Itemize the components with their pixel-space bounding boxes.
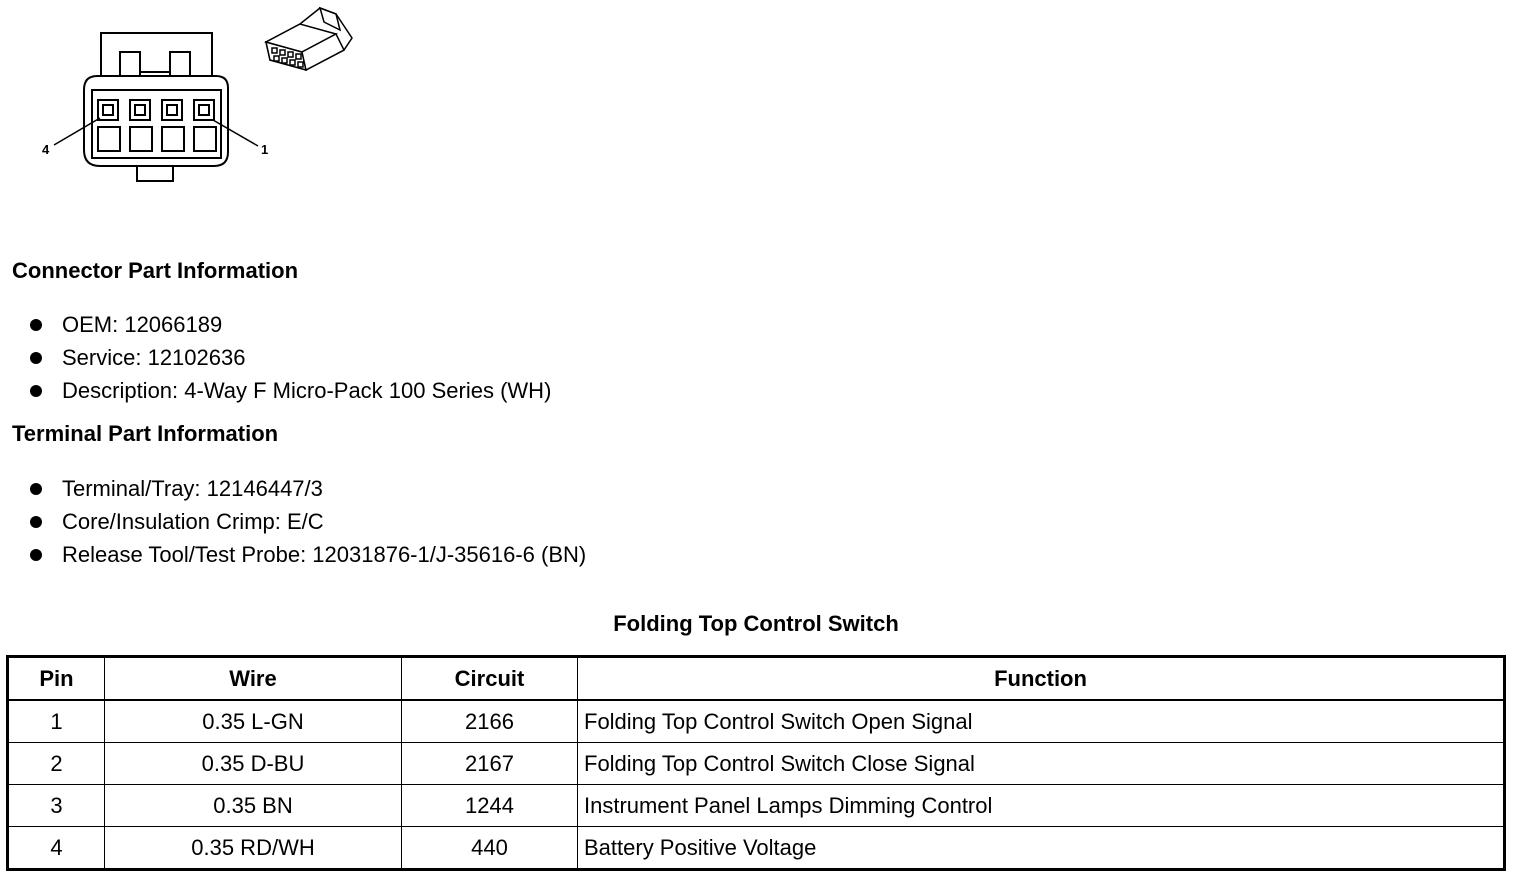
function-cell: Instrument Panel Lamps Dimming Control (578, 785, 1505, 827)
pin-cell: 1 (8, 700, 105, 743)
list-item: Description: 4-Way F Micro-Pack 100 Series (WH) (26, 376, 551, 409)
bullet-icon (30, 516, 42, 528)
terminal-part-heading: Terminal Part Information (12, 421, 279, 446)
list-item: Release Tool/Test Probe: 12031876-1/J-35616-6 (BN) (26, 540, 586, 573)
table-row (8, 743, 1505, 785)
bullet-icon (30, 483, 42, 495)
connector-part-heading: Connector Part Information (12, 258, 299, 283)
wire-cell: 0.35 L-GN (105, 700, 402, 743)
list-item: Service: 12102636 (26, 343, 551, 376)
bullet-icon (30, 319, 42, 331)
pinout-table (6, 655, 1506, 871)
pin-cell: 3 (8, 785, 105, 827)
column-header-circuit: Circuit (402, 657, 578, 701)
list-item: Terminal/Tray: 12146447/3 (26, 474, 586, 507)
connector-isometric-icon (266, 8, 352, 70)
column-header-pin: Pin (8, 657, 105, 701)
wire-cell: 0.35 BN (105, 785, 402, 827)
pin-label-left: 4 (42, 142, 50, 157)
list-item: Core/Insulation Crimp: E/C (26, 507, 586, 540)
pin-cell: 4 (8, 827, 105, 870)
bullet-icon (30, 352, 42, 364)
table-title: Folding Top Control Switch (613, 611, 899, 636)
circuit-cell: 2166 (402, 700, 578, 743)
terminal-part-list (26, 474, 586, 573)
circuit-cell: 1244 (402, 785, 578, 827)
function-cell: Folding Top Control Switch Close Signal (578, 743, 1505, 785)
wire-cell: 0.35 D-BU (105, 743, 402, 785)
column-header-wire: Wire (105, 657, 402, 701)
pin-cell: 2 (8, 743, 105, 785)
circuit-cell: 440 (402, 827, 578, 870)
wire-cell: 0.35 RD/WH (105, 827, 402, 870)
column-header-function: Function (578, 657, 1505, 701)
table-header-row (8, 657, 1505, 701)
pin-label-right: 1 (261, 142, 269, 157)
bullet-icon (30, 549, 42, 561)
function-cell: Folding Top Control Switch Open Signal (578, 700, 1505, 743)
table-row (8, 827, 1505, 870)
bullet-icon (30, 385, 42, 397)
function-cell: Battery Positive Voltage (578, 827, 1505, 870)
table-row (8, 785, 1505, 827)
connector-diagram (0, 0, 380, 200)
list-item: OEM: 12066189 (26, 310, 551, 343)
connector-part-list (26, 310, 551, 409)
table-row (8, 700, 1505, 743)
circuit-cell: 2167 (402, 743, 578, 785)
